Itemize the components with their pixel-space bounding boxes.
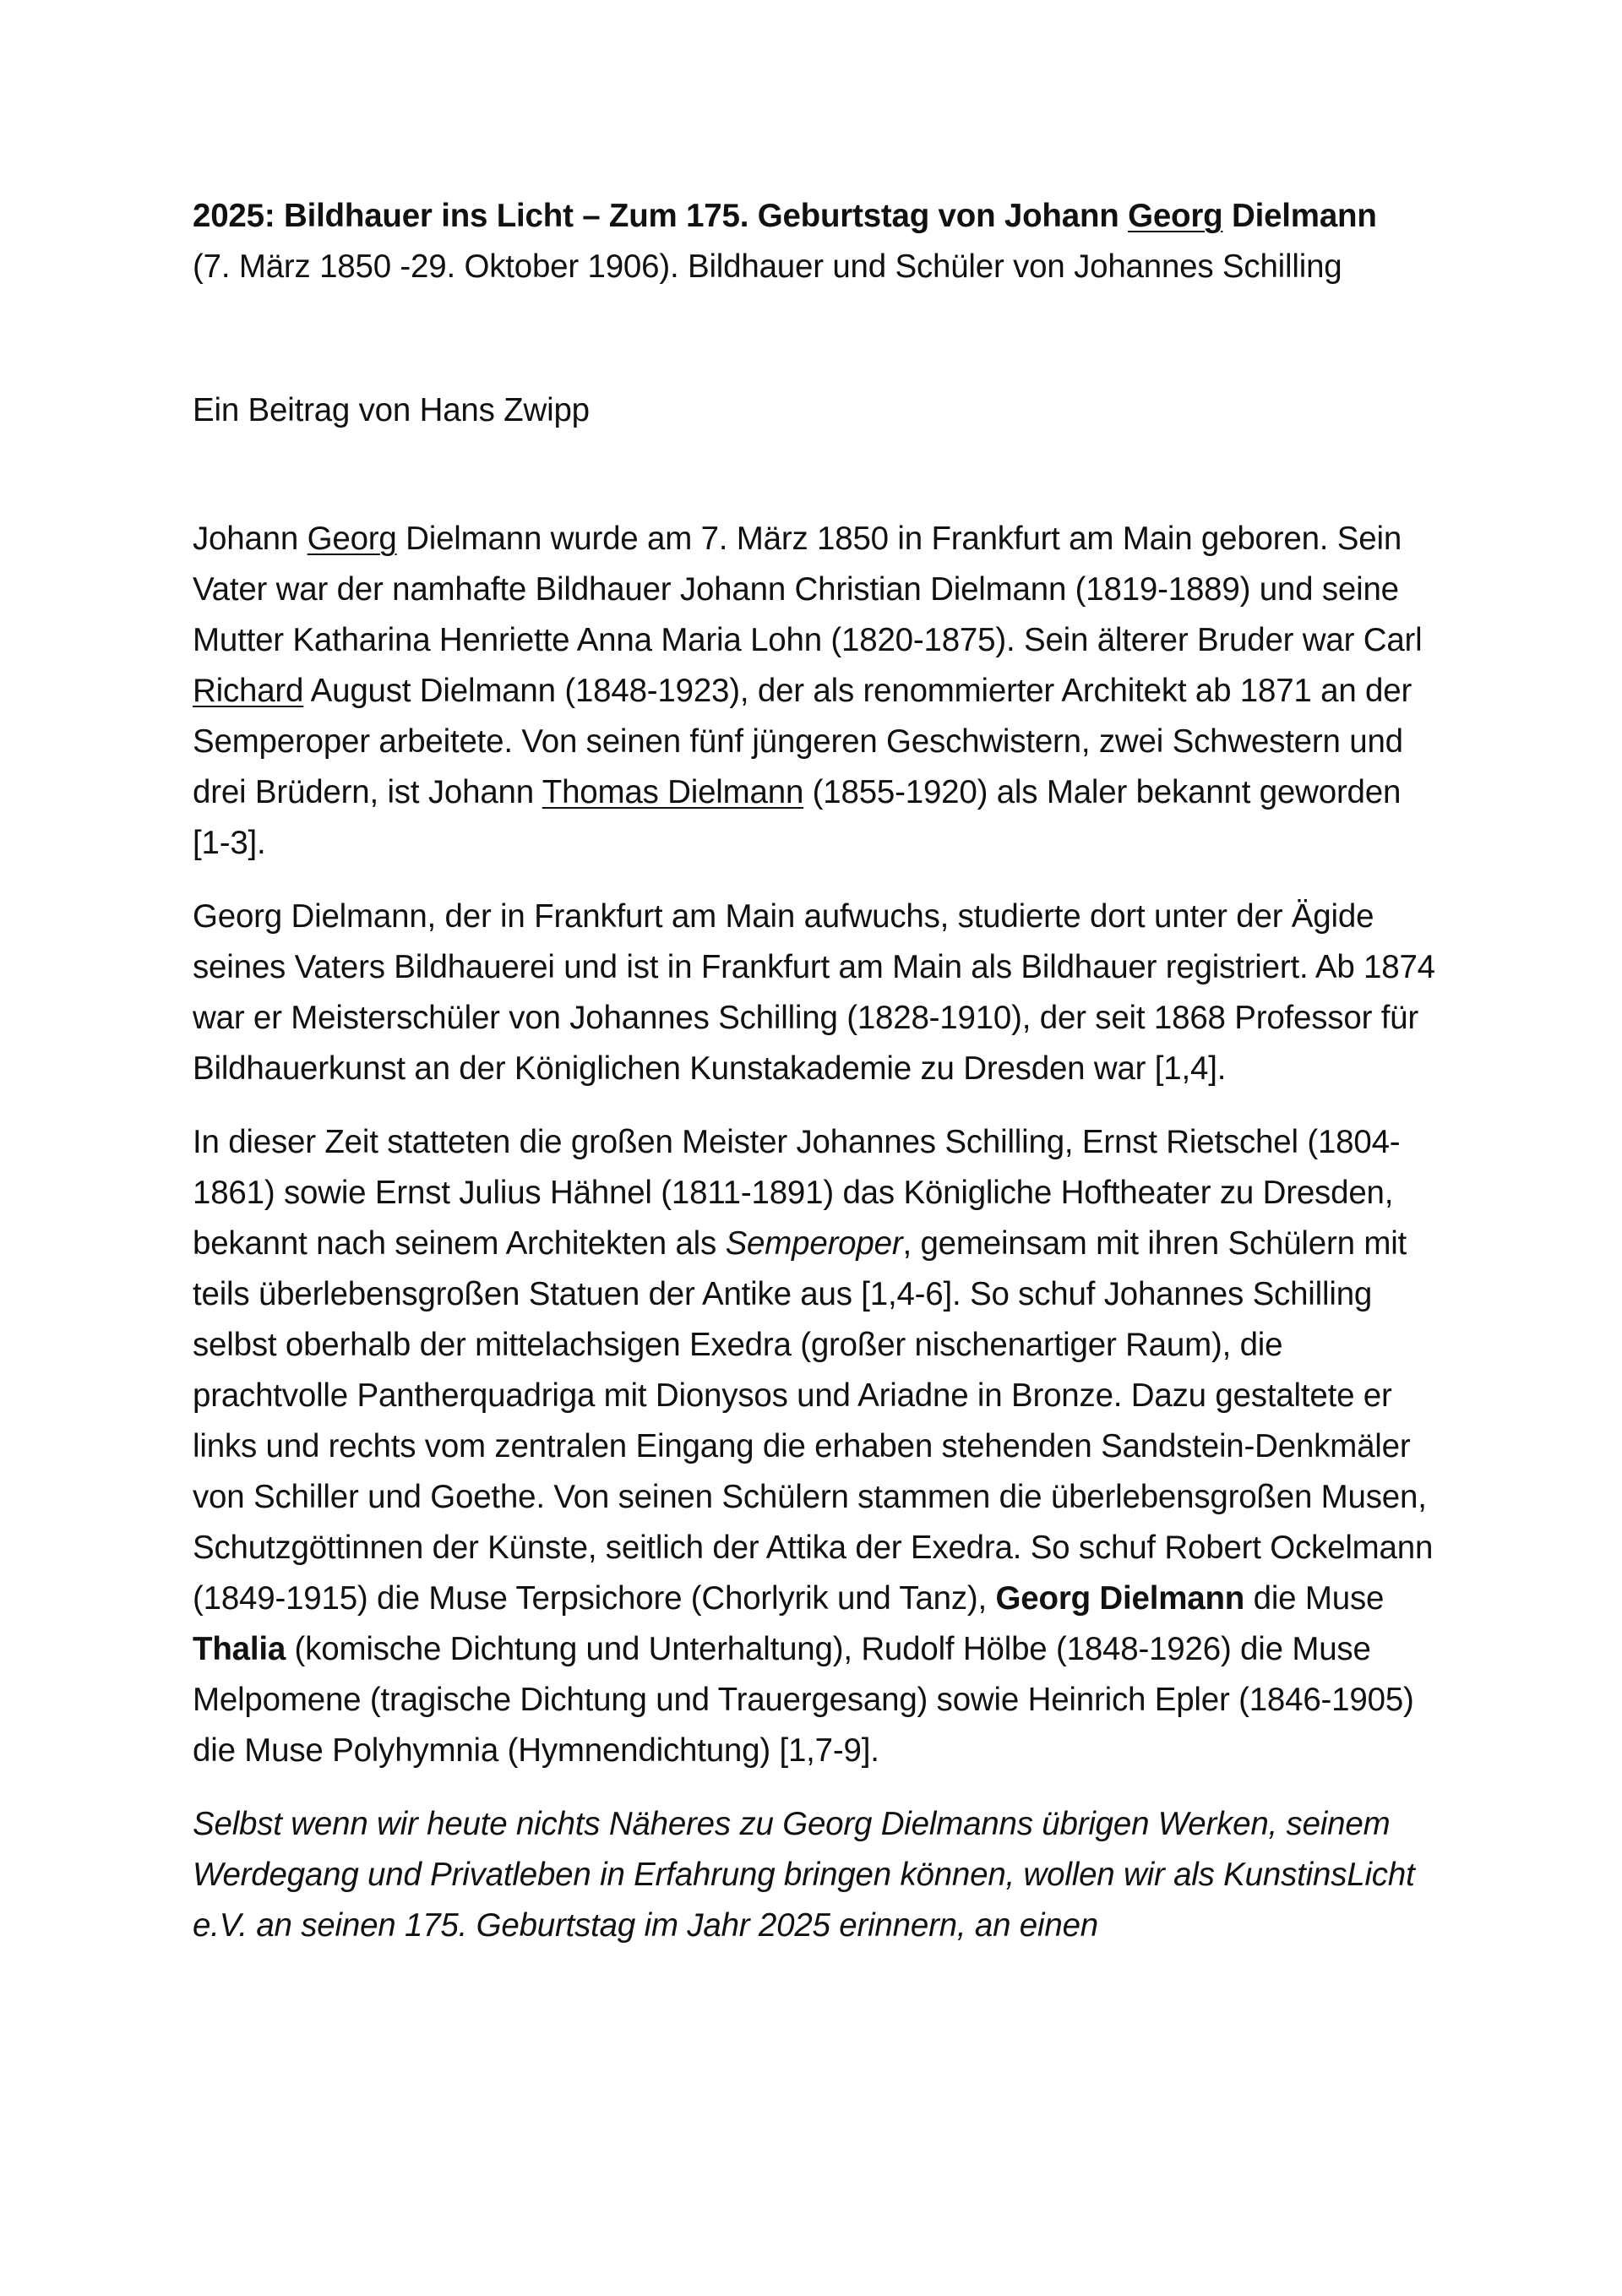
p1-text-c: August Dielmann (1848-1923), der als renommierter Architekt ab 1871 an der Semperoper arbeitete. Von seinen fünf jüngeren Geschwistern, zwei Schwestern und drei Brüdern, ist Johann (193, 673, 1412, 810)
paragraph-remembrance: Selbst wenn wir heute nichts Näheres zu Georg Dielmanns übrigen Werken, seinem Werdegang und Privatleben in Erfahrung bringen können, wollen wir als KunstinsLicht e.V. an seinen 175. Geburtstag im Jahr 2025 erinnern, an einen (193, 1806, 1415, 1944)
p3-text-c: die Muse (1244, 1580, 1385, 1617)
document-page (193, 191, 1443, 1951)
p3-bold-georg-dielmann: Georg Dielmann (995, 1580, 1245, 1617)
p3-italic-semperoper: Semperoper (725, 1225, 903, 1262)
paragraph-biography (193, 514, 1443, 869)
title-underlined-name: Georg (1128, 198, 1223, 234)
p1-underlined-georg: Georg (307, 521, 397, 557)
p1-underlined-richard: Richard (193, 673, 304, 709)
title-prefix: 2025: Bildhauer ins Licht – Zum 175. Geburtstag von Johann (193, 198, 1129, 234)
p1-text-d: (1855-1920) als Maler bekannt geworden [1-3]. (193, 774, 1402, 861)
p3-text-d: (komische Dichtung und Unterhaltung), Rudolf Hölbe (1848-1926) die Muse Melpomene (tragische Dichtung und Trauergesang) sowie Heinrich Epler (1846-1905) die Muse Polyhymnia (Hymnendichtung) [1,7-9]. (193, 1631, 1414, 1769)
title-suffix: Dielmann (1222, 198, 1377, 234)
document-title (193, 191, 1443, 242)
p3-text-a: In dieser Zeit statteten die großen Meister Johannes Schilling, Ernst Rietschel (1804-1861) sowie Ernst Julius Hähnel (1811-1891) das Königliche Hoftheater zu Dresden, bekannt nach seinem Architekten als (193, 1124, 1401, 1262)
p1-underlined-thomas: Thomas Dielmann (542, 774, 804, 810)
p1-text-a: Johann (193, 521, 308, 557)
p3-bold-thalia: Thalia (193, 1631, 286, 1667)
paragraph-education: Georg Dielmann, der in Frankfurt am Main aufwuchs, studierte dort unter der Ägide seines Vaters Bildhauerei und ist in Frankfurt am Main als Bildhauer registriert. Ab 1874 war er Meisterschüler von Johannes Schilling (1828-1910), der seit 1868 Professor für Bildhauerkunst an der Königlichen Kunstakademie zu Dresden war [1,4]. (193, 898, 1435, 1087)
author-line: Ein Beitrag von Hans Zwipp (193, 392, 590, 428)
document-subtitle: (7. März 1850 -29. Oktober 1906). Bildhauer und Schüler von Johannes Schilling (193, 248, 1342, 285)
p3-text-b: , gemeinsam mit ihren Schülern mit teils überlebensgroßen Statuen der Antike aus [1,4-6]. So schuf Johannes Schilling selbst oberhalb der mittelachsigen Exedra (großer nischenartiger Raum), die prachtvolle Pantherquadriga mit Dionysos und Ariadne in Bronze. Dazu gestaltete er links und rechts vom zentralen Eingang die erhaben stehenden Sandstein-Denkmäler von Schiller und Goethe. Von seinen Schülern stammen die überlebensgroßen Musen, Schutzgöttinnen der Künste, seitlich der Attika der Exedra. So schuf Robert Ockelmann (1849-1915) die Muse Terpsichore (Chorlyrik und Tanz), (193, 1225, 1434, 1617)
p1-text-b: Dielmann wurde am 7. März 1850 in Frankfurt am Main geboren. Sein Vater war der namhafte Bildhauer Johann Christian Dielmann (1819-1889) und seine Mutter Katharina Henriette Anna Maria Lohn (1820-1875). Sein älterer Bruder war Carl (193, 521, 1423, 658)
paragraph-semperoper (193, 1117, 1443, 1776)
